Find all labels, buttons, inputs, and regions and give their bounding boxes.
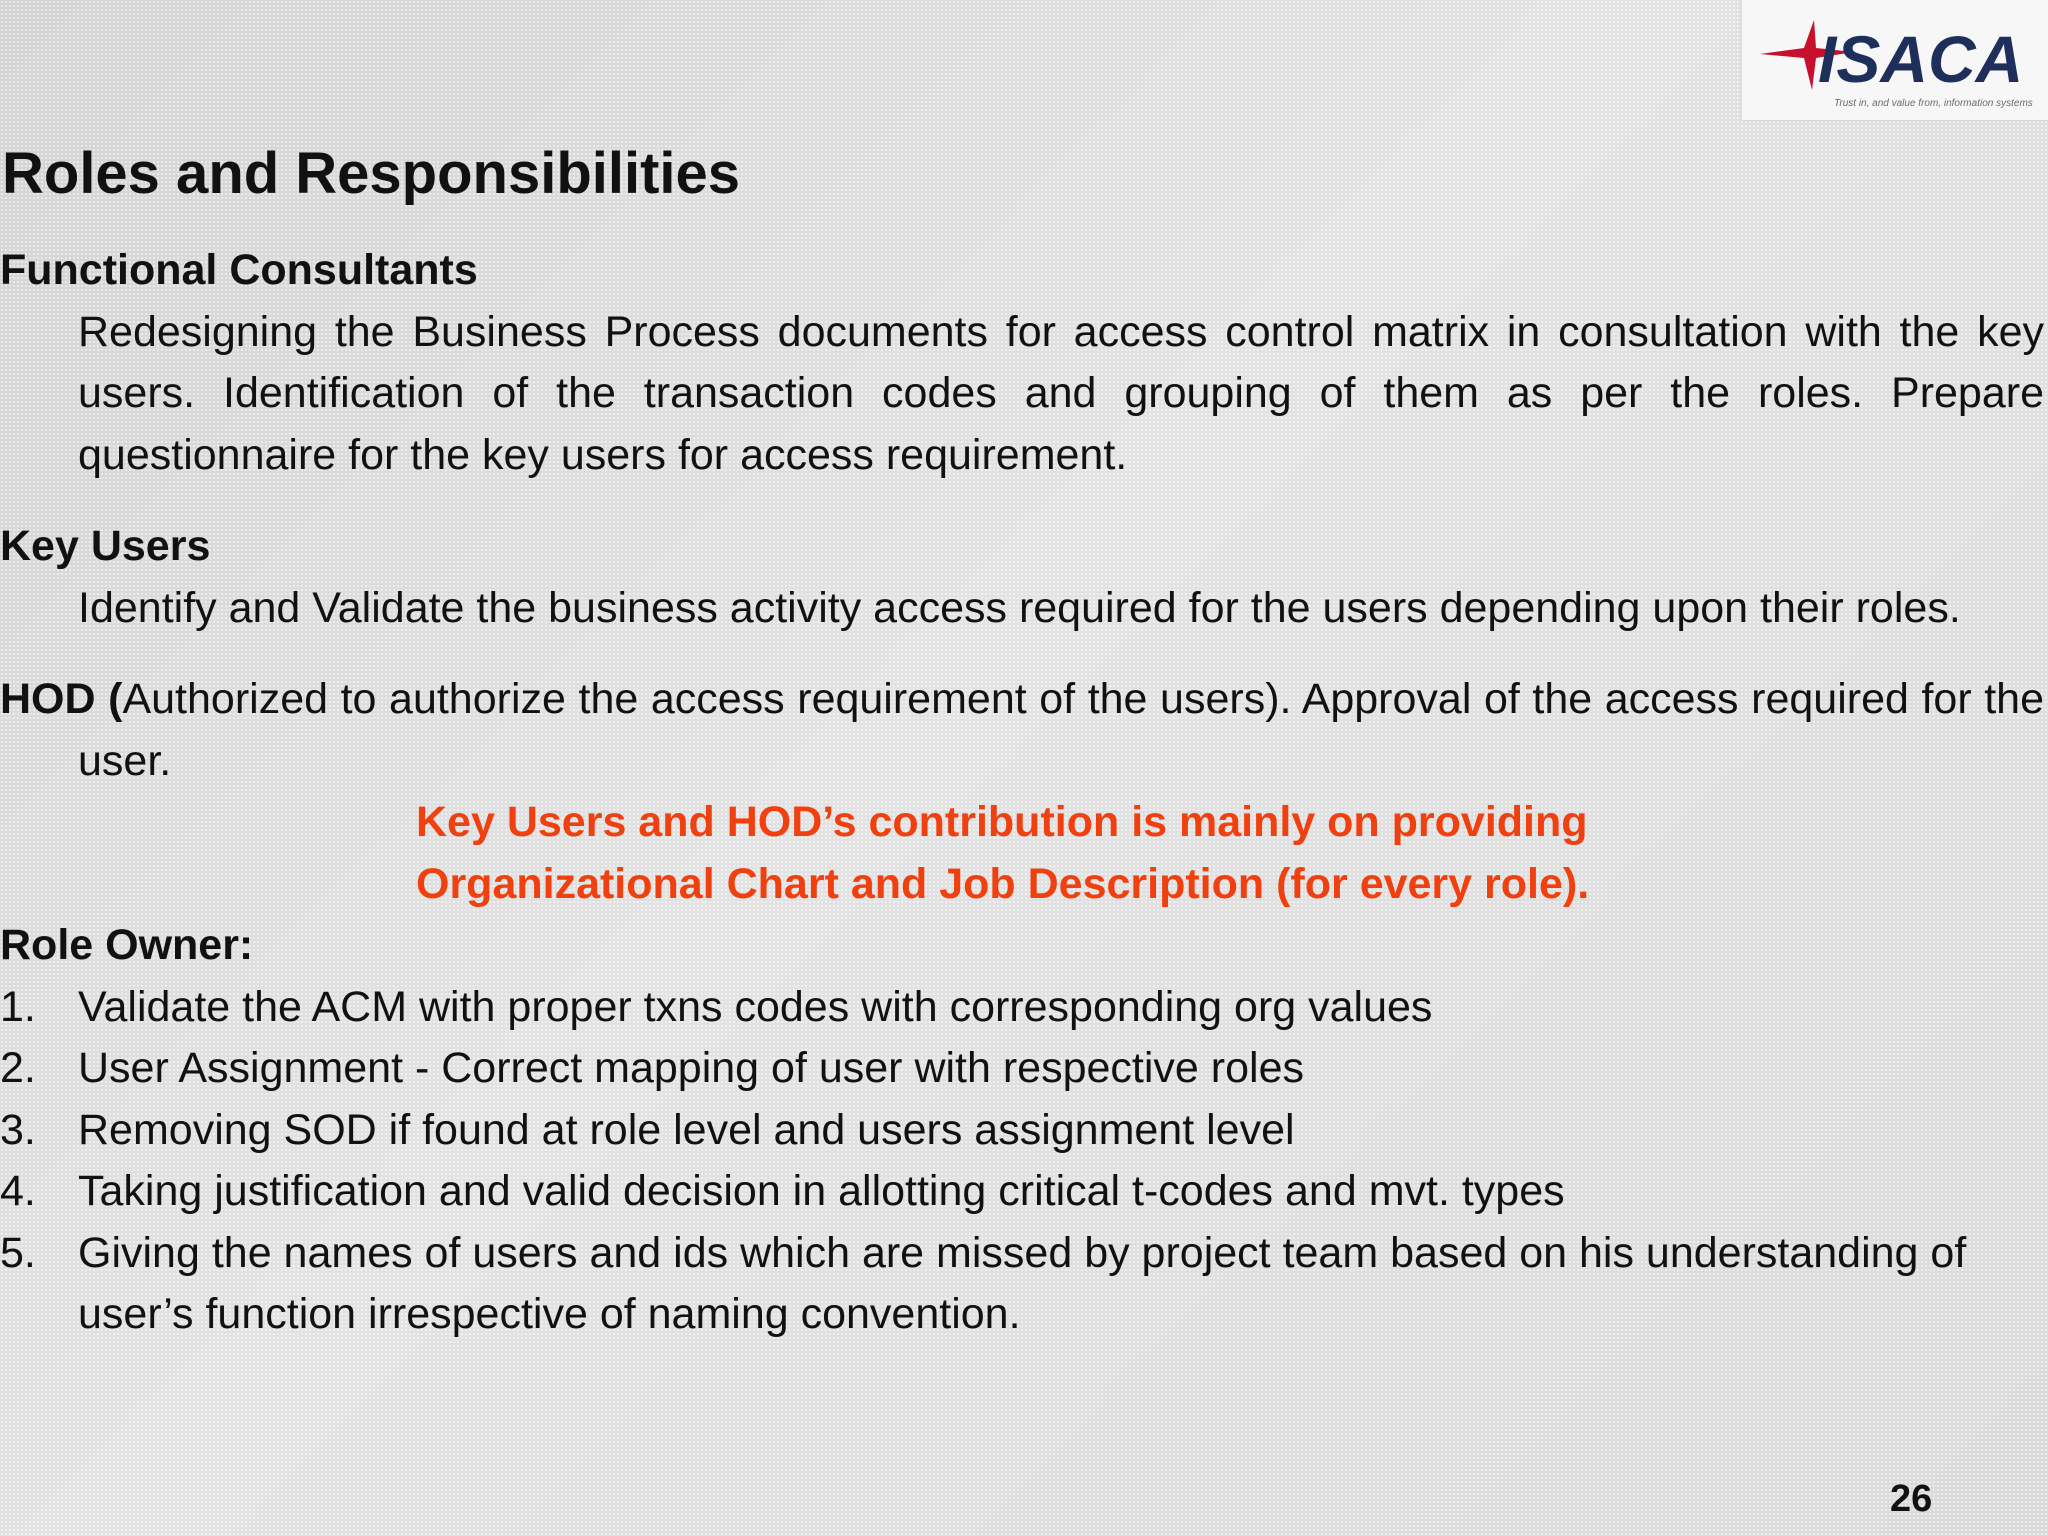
list-item [0,1223,2044,1346]
list-item-number: 5. [0,1228,36,1277]
list-item-number: 3. [0,1105,36,1154]
list-item-number: 1. [0,982,36,1031]
isaca-logo-graphic [1742,0,2048,120]
functional-consultants-text: Redesigning the Business Process documents for access control matrix in consultation with the key users. Identification of the transaction codes and grouping of them as per the roles. Prepare questionnaire for the key users for access requirement. [78,307,2044,479]
callout-note [0,792,2044,915]
list-item-text: Giving the names of users and ids which are missed by project team based on his understanding of user’s function irrespective of naming convention. [78,1228,1967,1338]
list-item [0,977,2044,1039]
list-item [0,1038,2044,1100]
spacer [0,486,2044,516]
hod-paragraph [0,669,2044,792]
role-owner-list [0,977,2044,1346]
slide-body [0,240,2044,1346]
hod-text: Authorized to authorize the access requirement of the users). Approval of the access required for the user. [78,675,2044,785]
logo-tagline: Trust in, and value from, information systems [1834,98,2033,109]
spacer [0,639,2044,669]
callout-line-2: Organizational Chart and Job Description (for every role). [416,859,1590,908]
list-item [0,1100,2044,1162]
list-item-number: 4. [0,1167,36,1215]
list-item-text: User Assignment - Correct mapping of user with respective roles [78,1044,1304,1092]
page-title: Roles and Responsibilities [2,141,741,206]
role-owner-heading: Role Owner: [0,921,254,969]
logo-wordmark: ISACA [1818,22,2024,96]
list-item-text: Removing SOD if found at role level and users assignment level [78,1105,1295,1154]
key-users-heading: Key Users [0,522,211,570]
callout-line-1: Key Users and HOD’s contribution is mainly on providing [416,798,1588,846]
list-item-text: Validate the ACM with proper txns codes with corresponding org values [78,982,1433,1031]
list-item-text: Taking justification and valid decision in allotting critical t-codes and mvt. types [78,1167,1565,1215]
key-users-text: Identify and Validate the business activity access required for the users depending upon their roles. [78,583,1961,632]
isaca-logo [1742,0,2048,120]
list-item [0,1161,2044,1223]
list-item-number: 2. [0,1044,36,1092]
functional-consultants-heading: Functional Consultants [0,246,478,294]
hod-label: HOD ( [0,675,123,723]
page-number: 26 [1890,1478,1933,1520]
